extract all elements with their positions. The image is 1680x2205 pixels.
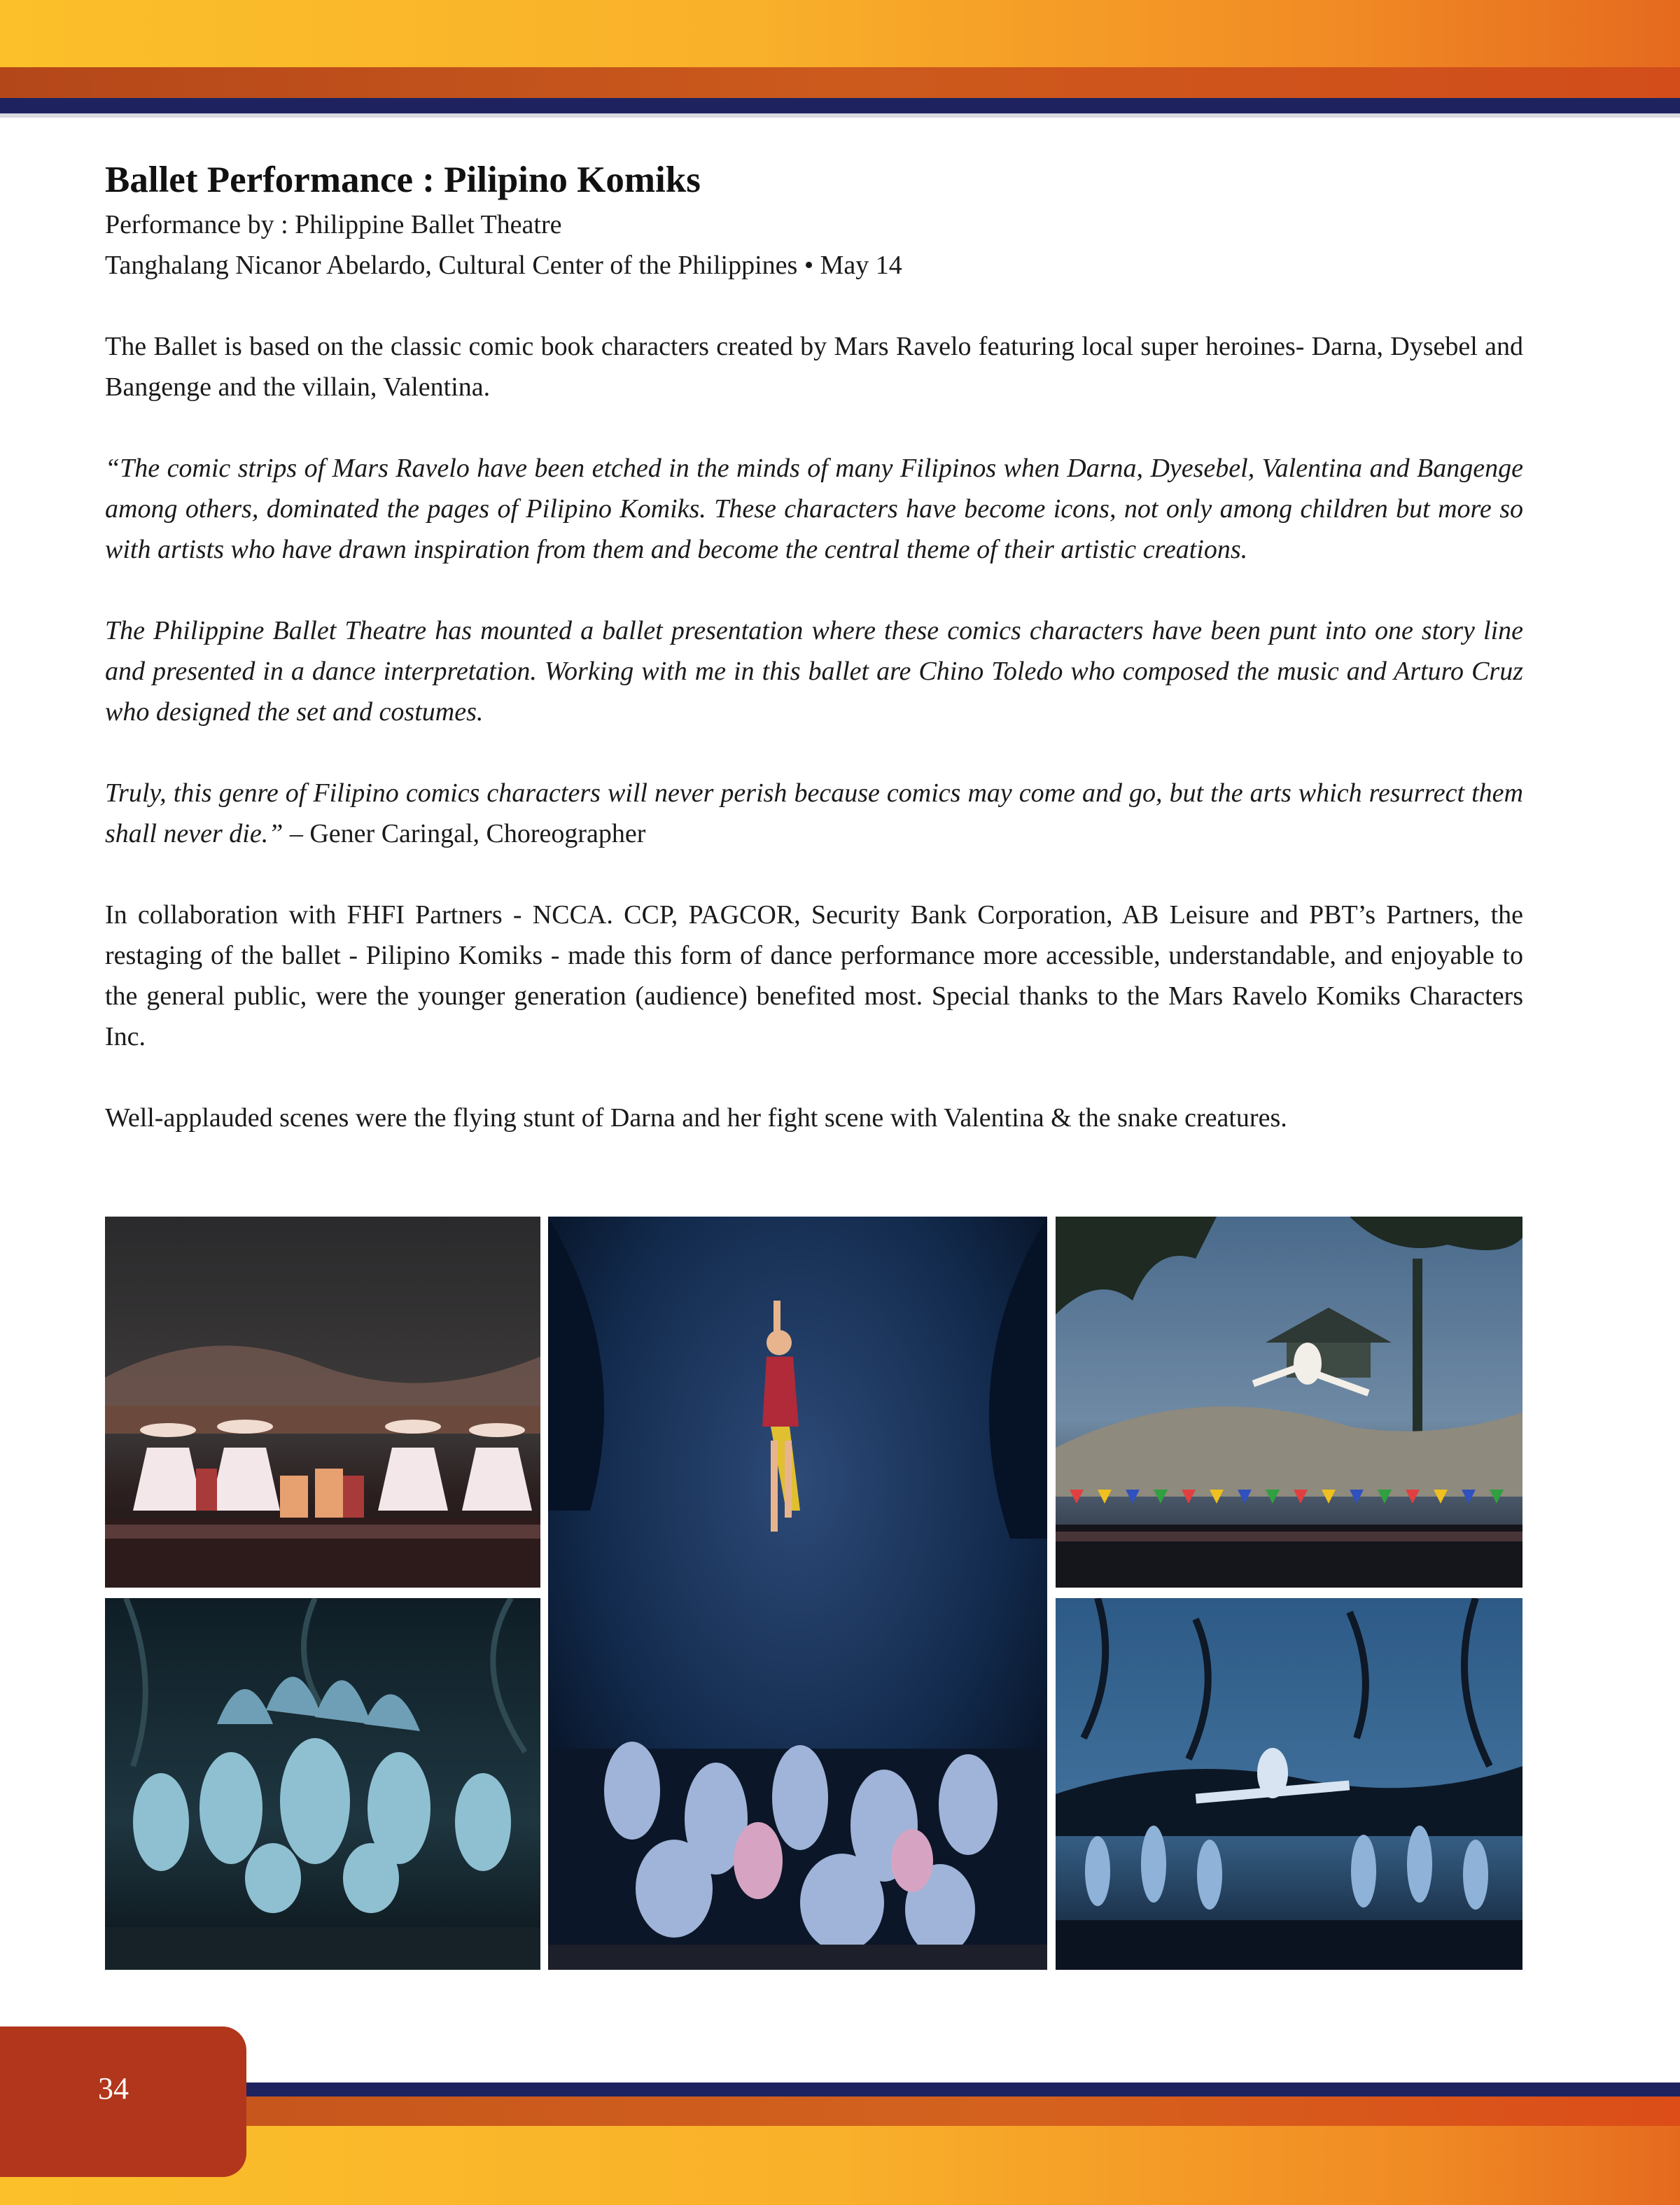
venue-date: Tanghalang Nicanor Abelardo, Cultural Center of the Philippines • May 14 xyxy=(105,251,902,280)
header-banner xyxy=(0,0,1680,67)
header-stripe-thin xyxy=(0,113,1680,118)
footer-stripe-orange xyxy=(0,2096,1680,2126)
closing-paragraph: Well-applauded scenes were the flying stunt of Darna and her fight scene with Valentina & the snake creatures. xyxy=(105,1103,1287,1133)
footer-banner xyxy=(0,2126,1680,2205)
photo-blue-dancers-leap xyxy=(1056,1598,1522,1970)
quote-paragraph-3 xyxy=(105,773,1523,854)
quote-text-3: Truly, this genre of Filipino comics characters will never perish because comics may come and go, but the arts which resurrect them shall never die.” xyxy=(105,778,1523,848)
photo-snake-creatures xyxy=(105,1598,540,1970)
intro-paragraph: The Ballet is based on the classic comic book characters created by Mars Ravelo featuring local super heroines- Darna, Dysebel and Bangenge and the villain, Valentina. xyxy=(105,332,1523,402)
page-number: 34 xyxy=(98,2071,129,2106)
photo-darna-flying xyxy=(548,1217,1047,1970)
photo-parasol-dancers xyxy=(105,1217,540,1588)
collaboration-paragraph: In collaboration with FHFI Partners - NCCA. CCP, PAGCOR, Security Bank Corporation, AB Leisure and PBT’s Partners, the restaging of the ballet - Pilipino Komiks - made this form of dance performance more accessible, understandable, and enjoyable to the general public, were the younger generation (audience) benefited most. Special thanks to the Mars Ravelo Komiks Characters Inc. xyxy=(105,900,1523,1051)
footer-stripe-navy xyxy=(0,2082,1680,2096)
quote-paragraph-1: “The comic strips of Mars Ravelo have been etched in the minds of many Filipinos when Darna, Dyesebel, Valentina and Bangenge among others, dominated the pages of Pilipino Komiks. These characters have become icons, not only among children but more so with artists who have drawn inspiration from them and become the central theme of their artistic creations. xyxy=(105,454,1523,564)
performance-by: Performance by : Philippine Ballet Theatre xyxy=(105,210,562,239)
quote-paragraph-2: The Philippine Ballet Theatre has mounted a ballet presentation where these comics characters have been punt into one story line and presented in a dance interpretation. Working with me in this ballet are Chino Toledo who composed the music and Arturo Cruz who designed the set and costumes. xyxy=(105,616,1523,727)
article xyxy=(105,155,1523,1138)
page-title: Ballet Performance : Pilipino Komiks xyxy=(105,160,701,200)
header-stripe-orange xyxy=(0,67,1680,98)
photo-village-leap xyxy=(1056,1217,1522,1588)
quote-attribution: – Gener Caringal, Choreographer xyxy=(283,819,646,848)
header-stripe-navy xyxy=(0,98,1680,113)
